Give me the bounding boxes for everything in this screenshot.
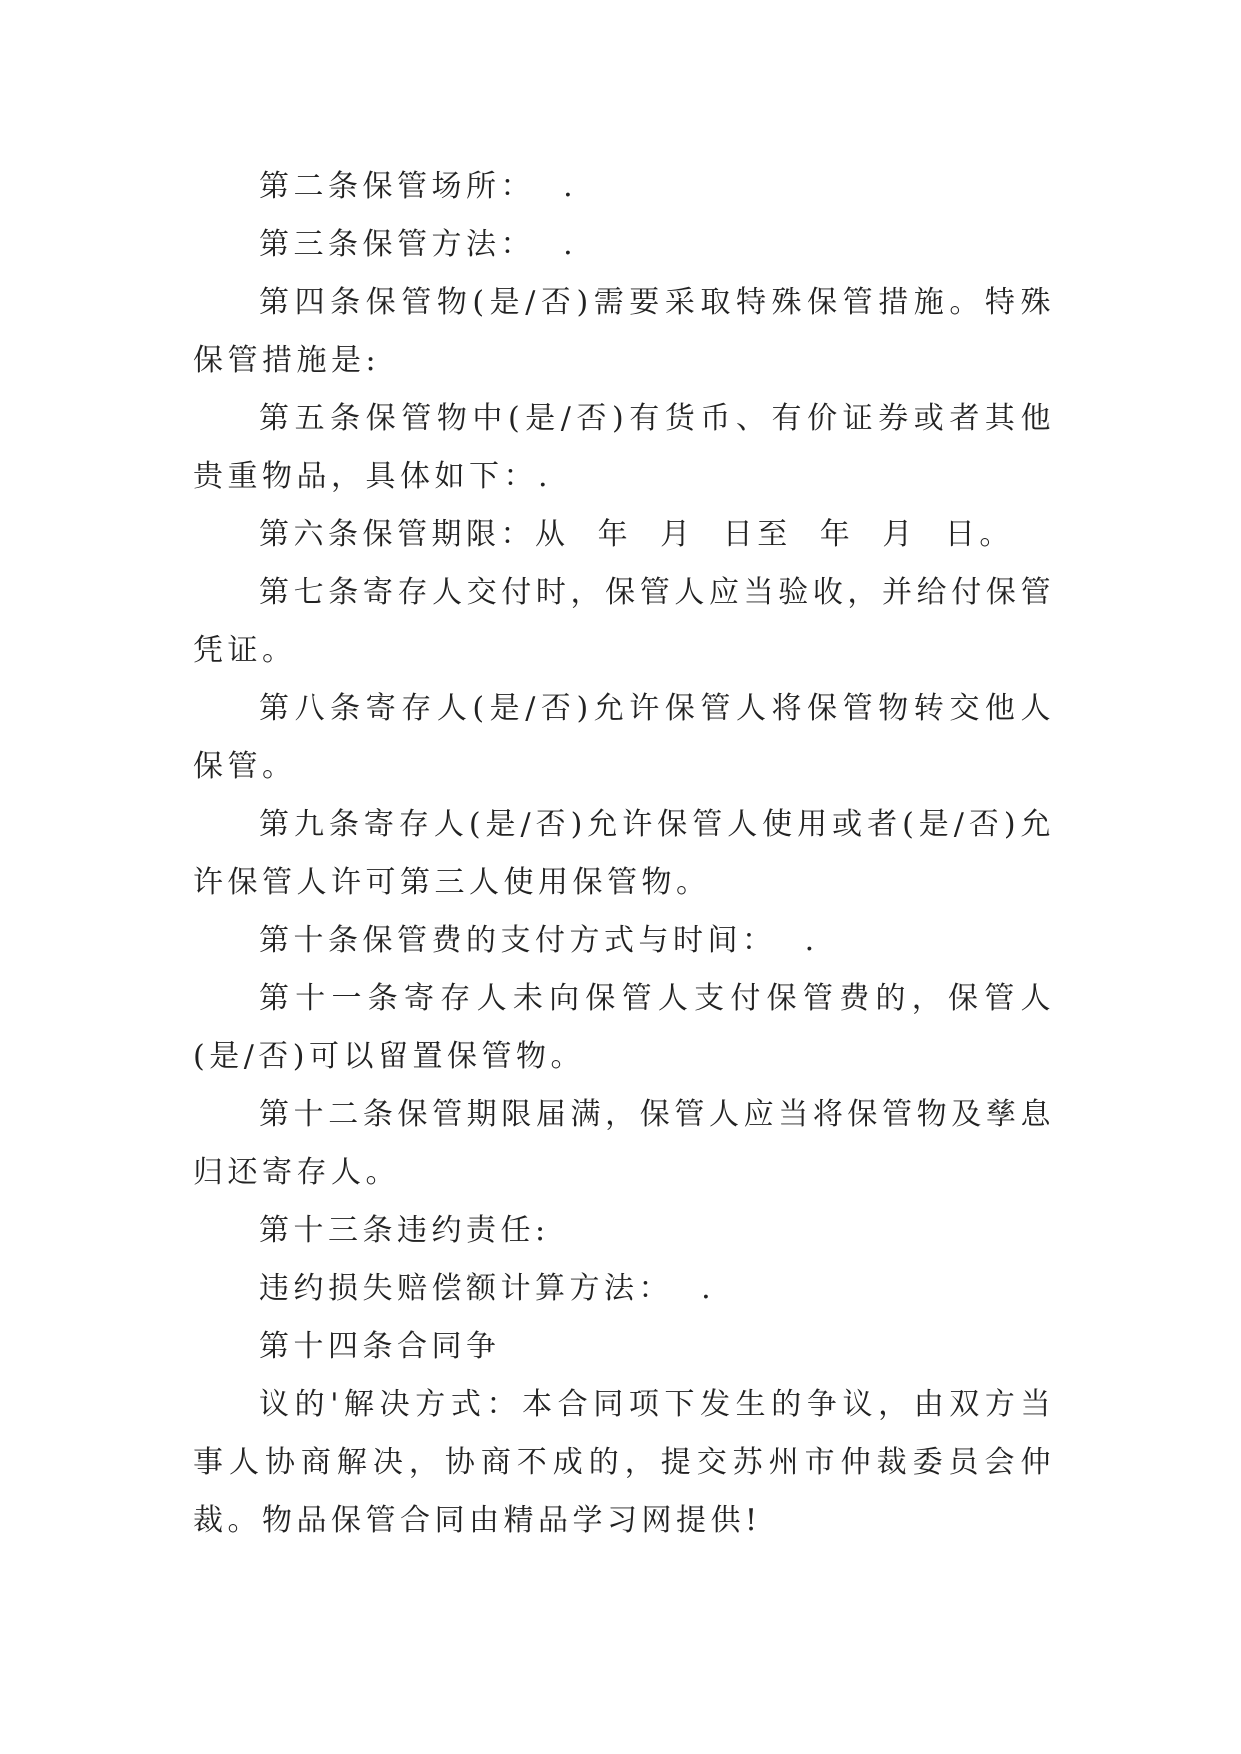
- clause-9-use-permission: 第九条寄存人(是/否)允许保管人使用或者(是/否)允许保管人许可第三人使用保管物。: [193, 807, 1055, 900]
- clause-10-fee-payment: 第十条保管费的支付方式与时间： .: [259, 923, 819, 958]
- clause-14-dispute-resolution: 议的'解决方式：本合同项下发生的争议，由双方当事人协商解决，协商不成的，提交苏州市仲裁委员会仲裁。物品保管合同由精品学习网提供!: [193, 1387, 1055, 1538]
- clause-4-special-measures: 第四条保管物(是/否)需要采取特殊保管措施。特殊保管措施是:: [193, 285, 1055, 378]
- clause-13-liability: 第十三条违约责任:: [259, 1213, 550, 1248]
- document-body: [193, 158, 1055, 1550]
- clause-7-delivery-receipt: 第七条寄存人交付时，保管人应当验收，并给付保管凭证。: [193, 575, 1055, 668]
- clause-5-valuables: 第五条保管物中(是/否)有货币、有价证券或者其他贵重物品，具体如下：.: [193, 401, 1055, 494]
- clause-12-return: 第十二条保管期限届满，保管人应当将保管物及孳息归还寄存人。: [193, 1097, 1055, 1190]
- clause-3-storage-method: 第三条保管方法： .: [259, 227, 578, 262]
- liability-calculation: 违约损失赔偿额计算方法： .: [259, 1271, 716, 1306]
- clause-2-storage-place: 第二条保管场所： .: [259, 169, 578, 204]
- clause-14-dispute-heading: 第十四条合同争: [259, 1329, 501, 1364]
- clause-11-lien: 第十一条寄存人未向保管人支付保管费的，保管人(是/否)可以留置保管物。: [193, 981, 1055, 1074]
- clause-6-storage-period: 第六条保管期限：从 年 月 日至 年 月 日。: [259, 517, 1014, 552]
- clause-8-transfer: 第八条寄存人(是/否)允许保管人将保管物转交他人保管。: [193, 691, 1055, 784]
